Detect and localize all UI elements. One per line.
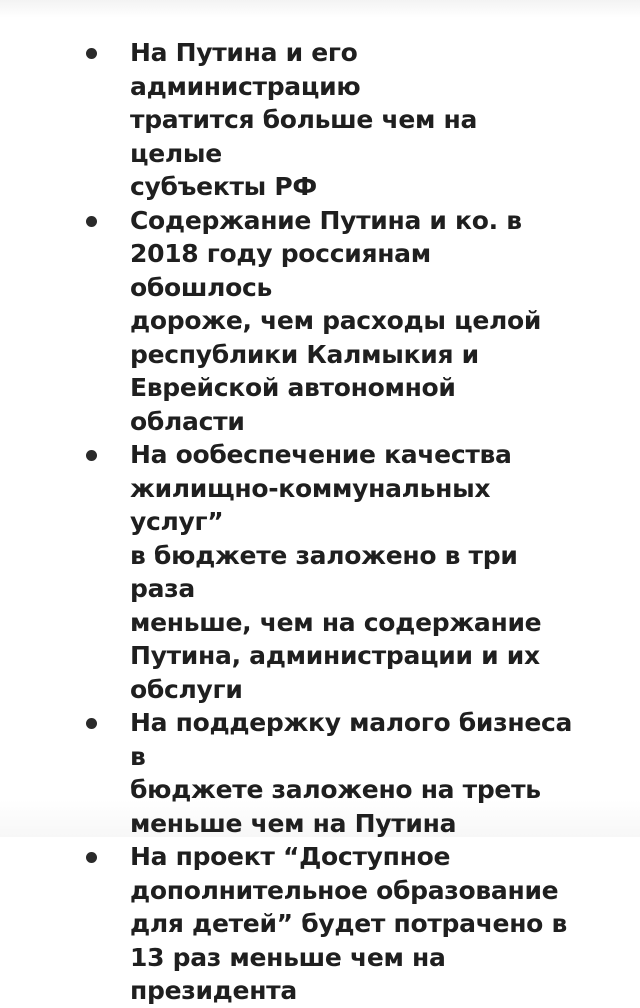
list-item xyxy=(86,706,576,840)
list-item-text: На Путина и его администрацию тратится больше чем на целые субъекты РФ xyxy=(130,38,478,201)
list-item xyxy=(86,840,576,1008)
list-item-text: Содержание Путина и ко. в 2018 году россиянам обошлось дороже, чем расходы целой республики Калмыкия и Еврейской автономной области xyxy=(130,205,542,436)
list-item xyxy=(86,36,576,204)
bullet-icon xyxy=(86,852,97,863)
list-item-text: На проект “Доступное дополнительное образование для детей” будет потрачено в 13 раз меньше чем на президента xyxy=(130,842,567,1005)
list-item xyxy=(86,204,576,439)
bullet-icon xyxy=(86,48,97,59)
bullet-list xyxy=(86,36,576,1008)
list-item-text: На ообеспечение качества жилищно-коммунальных услуг” в бюджете заложено в три раза меньше, чем на содержание Путина, администрации и их обслуги xyxy=(130,440,542,704)
bullet-icon xyxy=(86,216,97,227)
list-item-text: На поддержку малого бизнеса в бюджете заложено на треть меньше чем на Путина xyxy=(130,708,573,838)
bullet-icon xyxy=(86,450,97,461)
list-item xyxy=(86,438,576,706)
bullet-icon xyxy=(86,718,97,729)
